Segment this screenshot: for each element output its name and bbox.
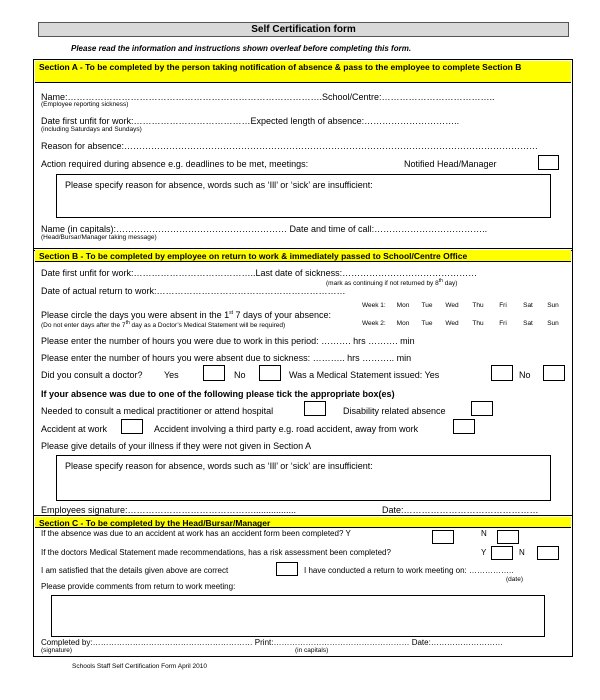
accident-work-checkbox[interactable]	[121, 419, 143, 434]
section-a-reason-box[interactable]	[56, 174, 551, 218]
risk-assessment-label: If the doctors Medical Statement made recommendations, has a risk assessment been completed?	[41, 548, 391, 557]
doctor-label: Did you consult a doctor?	[41, 370, 143, 380]
day-sat[interactable]: Sat	[523, 320, 533, 327]
print-capitals-note: (in capitals)	[295, 647, 329, 654]
day-sat[interactable]: Sat	[523, 302, 533, 309]
form-title: Self Certification form	[38, 22, 569, 37]
section-a	[33, 59, 573, 251]
risk-n-label: N	[519, 548, 525, 557]
circle-days-label: Please circle the days you were absent in the 1st 7 days of your absence:	[41, 310, 332, 320]
return-meeting-date-note: (date)	[506, 576, 523, 583]
comments-box[interactable]	[51, 595, 545, 637]
section-a-specify-text: Please specify reason for absence, words such as ‘Ill’ or ‘sick’ are insufficient:	[65, 180, 373, 190]
section-c-header: Section C - To be completed by the Head/Bursar/Manager	[35, 517, 571, 528]
continuing-note: (mark as continuing if not returned by 8th day)	[326, 278, 458, 288]
date-unfit-note: (including Saturdays and Sundays)	[41, 126, 142, 133]
notified-checkbox[interactable]	[538, 155, 559, 170]
day-mon[interactable]: Mon	[396, 302, 410, 309]
due-heading: If your absence was due to one of the following please tick the appropriate box(es)	[41, 389, 395, 399]
doctor-yes-label: Yes	[164, 370, 179, 380]
details-label: Please give details of your illness if they were not given in Section A	[41, 441, 312, 451]
reason-field[interactable]: Reason for absence:…………………………………………………………………………………………………………………………	[41, 141, 539, 151]
circle-days-note: (Do not enter days after the 7th day as a Doctor’s Medical Statement will be required)	[41, 320, 286, 330]
med-statement-label: Was a Medical Statement issued: Yes	[289, 370, 440, 380]
day-tue[interactable]: Tue	[421, 320, 433, 327]
med-statement-yes-checkbox[interactable]	[491, 365, 513, 381]
day-fri[interactable]: Fri	[499, 302, 507, 309]
disability-label: Disability related absence	[343, 406, 446, 416]
capitals-note: (Head/Bursar/Manager taking message)	[41, 234, 157, 241]
risk-y-checkbox[interactable]	[491, 546, 513, 560]
return-meeting-field[interactable]: I have conducted a return to work meeting on: ……………..	[304, 566, 514, 575]
section-b-specify-text: Please specify reason for absence, words such as ‘Ill’ or ‘sick’ are insufficient:	[65, 461, 373, 471]
accident-form-y-checkbox[interactable]	[432, 530, 454, 544]
doctor-no-label: No	[234, 370, 246, 380]
employee-date-field[interactable]: Date:………………………………………	[382, 505, 539, 515]
signature-note: (signature)	[41, 647, 73, 654]
day-thu[interactable]: Thu	[472, 320, 484, 327]
day-sun[interactable]: Sun	[547, 320, 559, 327]
consult-label: Needed to consult a medical practitioner or attend hospital	[41, 406, 274, 416]
notified-label: Notified Head/Manager	[404, 159, 497, 169]
hours-due-field[interactable]: Please enter the number of hours you were due to work in this period: ………. hrs ………. min	[41, 336, 415, 346]
satisfied-label: I am satisfied that the details given above are correct	[41, 566, 229, 575]
day-wed[interactable]: Wed	[445, 320, 459, 327]
actual-return-field[interactable]: Date of actual return to work:………………………………………………………	[41, 286, 346, 296]
action-label: Action required during absence e.g. deadlines to be met, meetings:	[41, 159, 309, 169]
day-tue[interactable]: Tue	[421, 302, 433, 309]
week1-label: Week 1:	[362, 302, 386, 309]
hours-absent-field[interactable]: Please enter the number of hours you were absent due to sickness: ……….. hrs ……….. min	[41, 353, 412, 363]
med-statement-no-label: No	[519, 370, 531, 380]
name-note: (Employee reporting sickness)	[41, 101, 129, 108]
date-unfit-field[interactable]: Date first unfit for work:…………………………………Expected length of absence:…………………………..	[41, 116, 460, 126]
instructions: Please read the information and instructions shown overleaf before completing this form.	[71, 44, 412, 53]
road-accident-label: Accident involving a third party e.g. road accident, away from work	[154, 424, 419, 434]
day-wed[interactable]: Wed	[445, 302, 459, 309]
section-b-reason-box[interactable]	[56, 455, 551, 501]
day-mon[interactable]: Mon	[396, 320, 410, 327]
completed-by-field[interactable]: Completed by:…………………………………………………… Print:…………………………………………… Date:………………………	[41, 638, 503, 647]
satisfied-checkbox[interactable]	[276, 562, 298, 576]
name-field[interactable]: Name:………………………………………………………………………….School/Centre:………………………………..	[41, 92, 495, 102]
day-fri[interactable]: Fri	[499, 320, 507, 327]
section-a-header: Section A - To be completed by the person taking notification of absence & pass to the employee to complete Section B	[35, 61, 571, 83]
doctor-yes-checkbox[interactable]	[203, 365, 225, 381]
name-capitals-field[interactable]: Name (in capitals):………………………………………………… Date and time of call:………………………………..	[41, 224, 488, 234]
road-accident-checkbox[interactable]	[453, 419, 475, 434]
accident-form-n-label: N	[481, 529, 487, 538]
comments-label: Please provide comments from return to work meeting:	[41, 582, 236, 591]
employee-signature-field[interactable]: Employees signature:…………………………………….................	[41, 505, 297, 515]
day-thu[interactable]: Thu	[472, 302, 484, 309]
accident-form-n-checkbox[interactable]	[497, 530, 519, 544]
doctor-no-checkbox[interactable]	[259, 365, 281, 381]
risk-n-checkbox[interactable]	[537, 546, 559, 560]
disability-checkbox[interactable]	[471, 401, 493, 416]
section-b-header: Section B - To be completed by employee on return to work & immediately passed to School/Centre Office	[35, 250, 571, 262]
day-sun[interactable]: Sun	[547, 302, 559, 309]
consult-checkbox[interactable]	[304, 401, 326, 416]
accident-form-label: If the absence was due to an accident at work has an accident form been completed? Y	[41, 529, 351, 538]
date-first-unfit-field[interactable]: Date first unfit for work:…………………………………..Last date of sickness:………………………………………	[41, 268, 478, 278]
week2-label: Week 2:	[362, 320, 386, 327]
risk-y-label: Y	[481, 548, 487, 557]
accident-work-label: Accident at work	[41, 424, 108, 434]
footer: Schools Staff Self Certification Form April 2010	[72, 663, 207, 670]
med-statement-no-checkbox[interactable]	[543, 365, 565, 381]
